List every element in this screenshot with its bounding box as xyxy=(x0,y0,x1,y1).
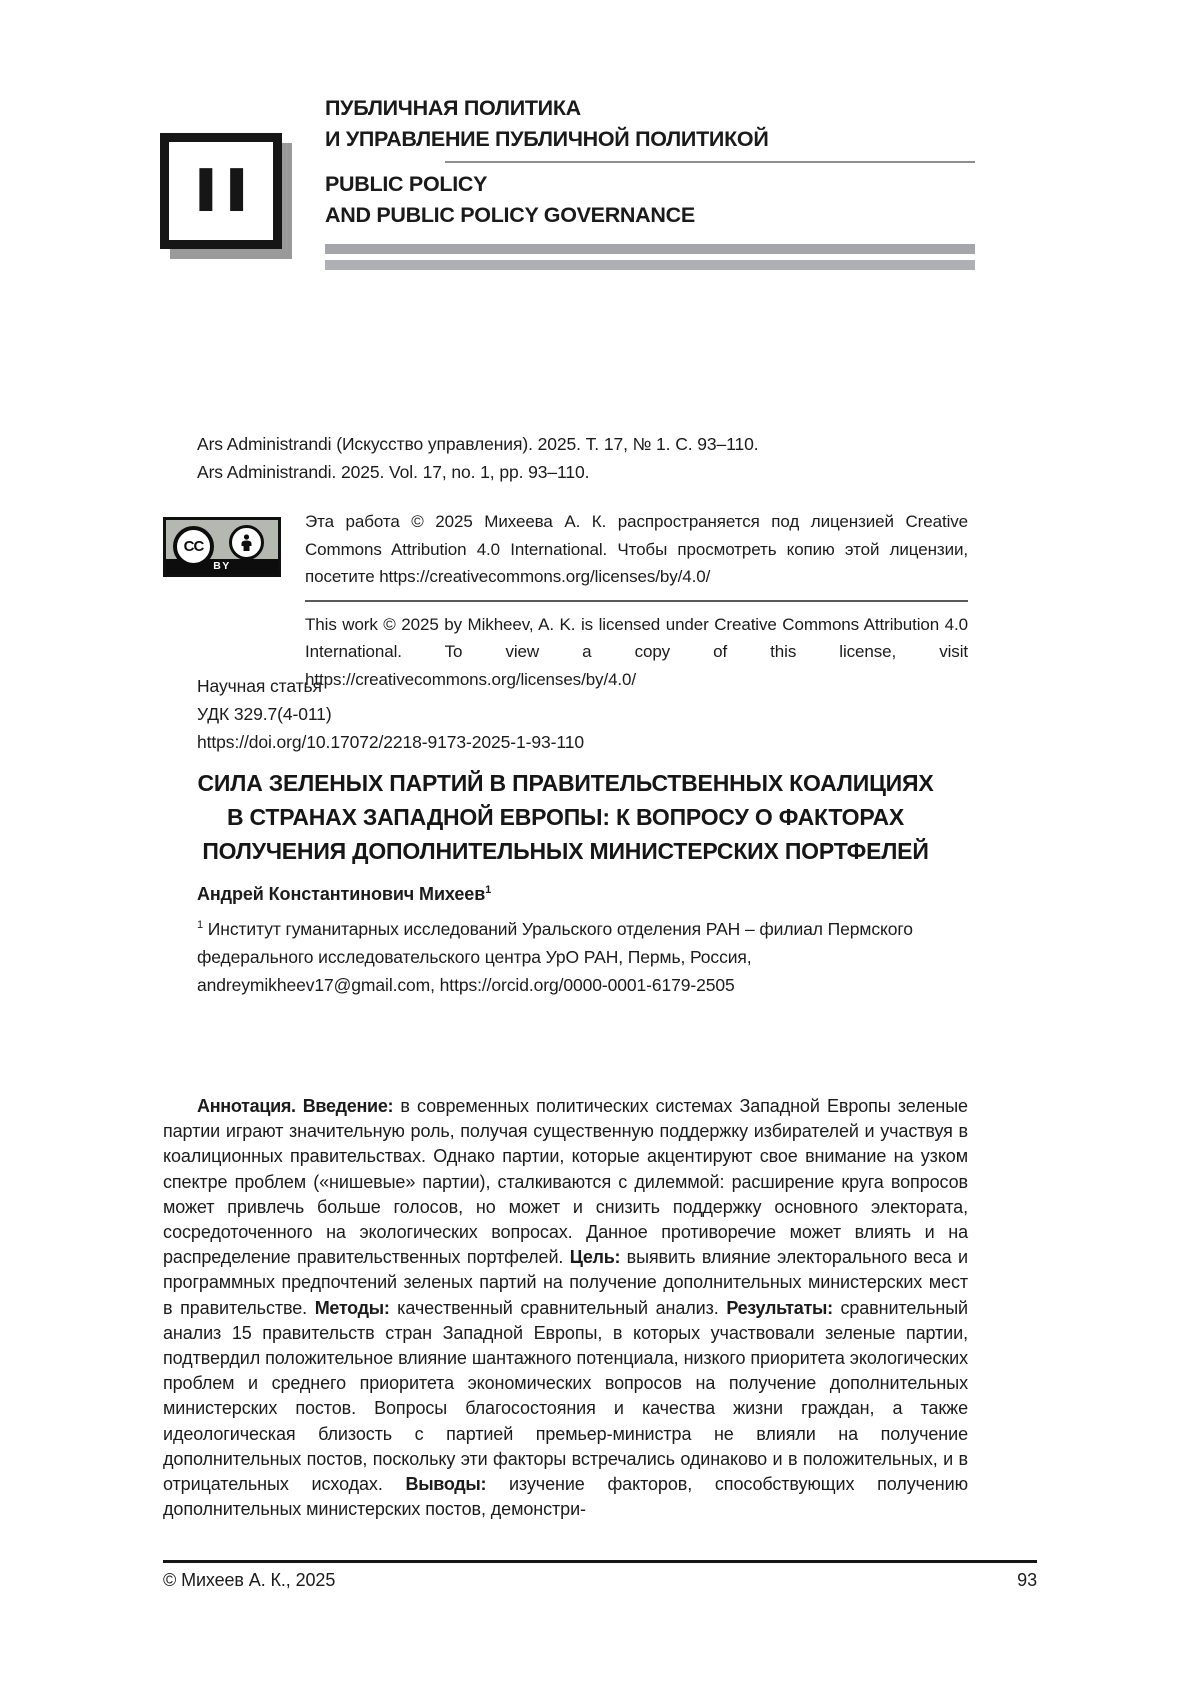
section-title-ru-line2: И УПРАВЛЕНИЕ ПУБЛИЧНОЙ ПОЛИТИКОЙ xyxy=(325,127,769,151)
doi-link: https://doi.org/10.17072/2218-9173-2025-1-93-110 xyxy=(197,732,584,752)
abstract-introduction-text: в современных политических системах Западной Европы зеленые партии играют значительную роль, получая существенную поддержку избирателей и участвуя в коалиционных правительствах. Однако партии, которые акцентируют свое внимание на узком спектре проблем («нишевые» партии), сталкиваются с дилеммой: расширение круга вопросов может привлечь больше голосов, но может и снизить поддержку основного электората, сосредоточенного на экологических вопросах. Данное противоречие может влиять и на распределение правительственных портфелей. xyxy=(163,1096,968,1268)
cc-by-badge xyxy=(163,517,281,577)
abstract-label-methods: Методы: xyxy=(314,1297,390,1318)
abstract-label-introduction: Аннотация. Введение: xyxy=(197,1096,394,1116)
abstract-results-text: сравнительный анализ 15 правительств стран Западной Европы, в которых участвовали зеленые партии, подтвердил положительное влияние шантажного потенциала, низкого приоритета экологических проблем и среднего приоритета экономических вопросов на получение дополнительных министерских постов. Вопросы благосостояния и качества жизни граждан, а также идеологическая близость с партией премьер-министра не влияли на получение дополнительных постов, поскольку эти факторы встречались одинаково и в положительных, и в отрицательных исходах. xyxy=(163,1297,969,1495)
udc-code: УДК 329.7(4-011) xyxy=(197,704,332,724)
citation-en: Ars Administrandi. 2025. Vol. 17, no. 1, pp. 93–110. xyxy=(197,462,590,482)
citation-block xyxy=(197,430,759,486)
abstract-goal-text: выявить влияние электорального веса и программных предпочтений зеленых партий на получение дополнительных министерских мест в правительстве. xyxy=(163,1247,968,1318)
author-name: Андрей Константинович Михеев$^1$ xyxy=(197,884,492,904)
abstract-label-results: Результаты: xyxy=(726,1297,833,1318)
abstract-label-conclusions: Выводы: xyxy=(405,1474,487,1495)
decorative-bar-bottom xyxy=(325,260,975,270)
abstract xyxy=(163,1094,968,1522)
section-title-ru-line1: ПУБЛИЧНАЯ ПОЛИТИКА xyxy=(325,96,581,120)
masthead xyxy=(325,93,975,270)
author-block xyxy=(197,876,968,999)
license-text-ru: Эта работа © 2025 Михеева А. К. распространяется под лицензией Creative Commons Attribution 4.0 International. Чтобы просмотреть копию этой лицензии, посетите https://creativecommons.org/licenses/by/4.0/ xyxy=(305,512,968,586)
page-number: 93 xyxy=(1017,1570,1037,1590)
cc-by-label: BY xyxy=(166,559,278,574)
author-affiliation-sup: 1 xyxy=(485,884,492,896)
cc-icon: CC xyxy=(173,526,214,567)
masthead-divider xyxy=(445,161,975,163)
abstract-label-goal: Цель: xyxy=(569,1247,621,1268)
page-footer xyxy=(163,1560,1037,1591)
decorative-bar-top xyxy=(325,244,975,254)
section-numeral: II xyxy=(193,156,255,225)
article-type: Научная статья xyxy=(197,676,322,696)
article-meta xyxy=(197,672,584,756)
section-logo-box xyxy=(160,133,282,249)
cc-person-icon xyxy=(229,525,264,560)
article-title xyxy=(163,766,968,868)
license-text-en: This work © 2025 by Mikheev, A. K. is licensed under Creative Commons Attribution 4.0 International. To view a copy of this license, visit https://creativecommons.org/licenses/by/4.0/ xyxy=(305,614,968,689)
article-title-line3: ПОЛУЧЕНИЯ ДОПОЛНИТЕЛЬНЫХ МИНИСТЕРСКИХ ПОРТФЕЛЕЙ xyxy=(202,838,929,864)
section-title-en-line1: PUBLIC POLICY xyxy=(325,172,488,196)
affiliation-marker: 1 xyxy=(197,919,204,931)
orcid-link: https://orcid.org/0000-0001-6179-2505 xyxy=(439,974,735,995)
license-divider xyxy=(305,600,968,602)
section-title-en-line2: AND PUBLIC POLICY GOVERNANCE xyxy=(325,203,695,227)
footer-copyright: © Михеев А. К., 2025 xyxy=(163,1570,336,1590)
abstract-methods-text: качественный сравнительный анализ. xyxy=(389,1297,727,1318)
abstract-conclusions-text: изучение факторов, способствующих получению дополнительных министерских постов, демонстри- xyxy=(163,1474,968,1520)
article-title-line1: СИЛА ЗЕЛЕНЫХ ПАРТИЙ В ПРАВИТЕЛЬСТВЕННЫХ КОАЛИЦИЯХ xyxy=(197,770,934,796)
article-title-line2: В СТРАНАХ ЗАПАДНОЙ ЕВРОПЫ: К ВОПРОСУ О ФАКТОРАХ xyxy=(226,804,905,830)
author-affiliation: $^1$ Институт гуманитарных исследований Уральского отделения РАН – филиал Пермского федерального исследовательского центра УрО РАН, Пермь, Россия, andreymikheev17@gmail.com, https://orcid.org/0000-0001-6179-2505 xyxy=(197,918,913,995)
license-block xyxy=(163,508,968,693)
citation-ru: Ars Administrandi (Искусство управления). 2025. Т. 17, № 1. С. 93–110. xyxy=(197,434,759,454)
